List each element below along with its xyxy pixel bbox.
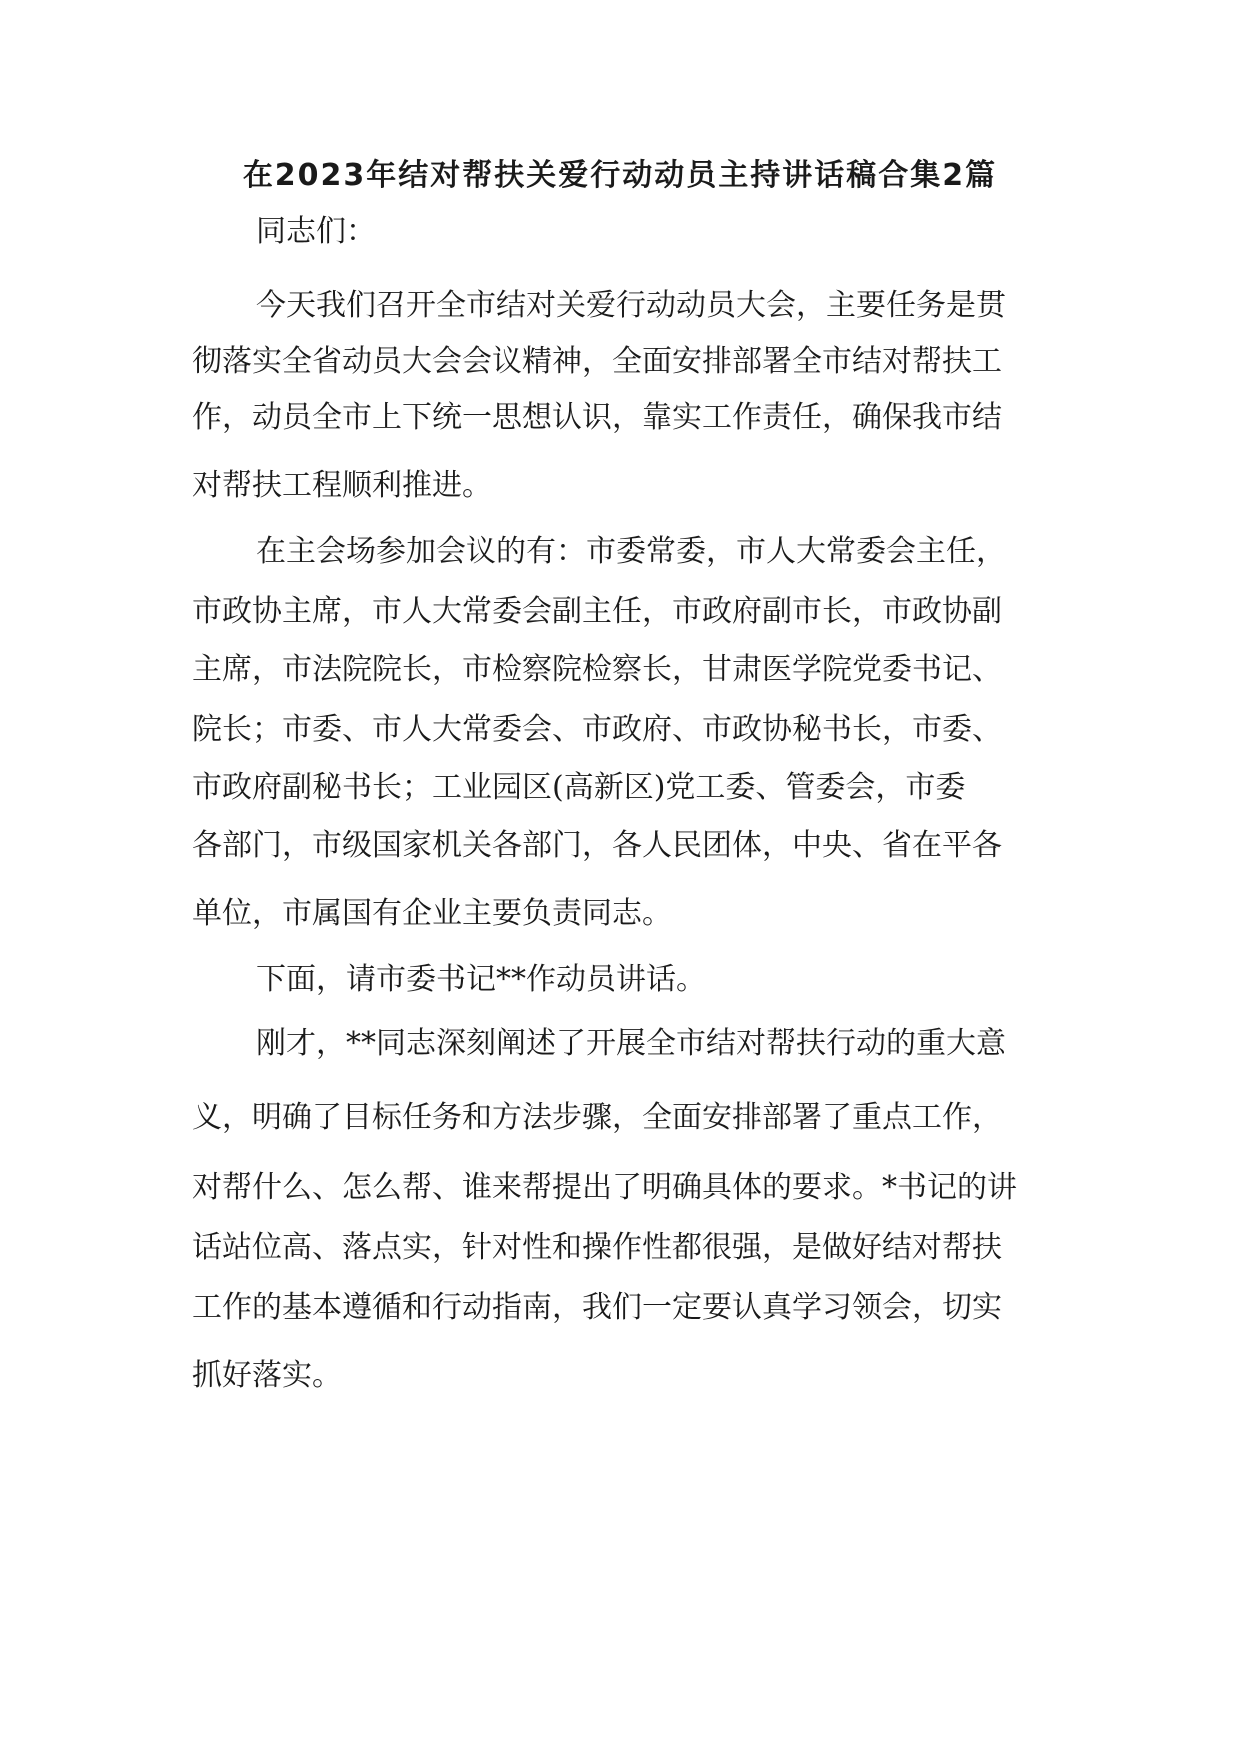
document-title: 在2023年结对帮扶关爱行动动员主持讲话稿合集2篇 bbox=[242, 158, 998, 193]
body-line: 各部门，市级国家机关各部门，各人民团体，中央、省在平各 bbox=[192, 828, 1002, 863]
body-line: 市政协主席，市人大常委会副主任，市政府副市长，市政协副 bbox=[192, 594, 1002, 629]
body-line: 对帮扶工程顺利推进。 bbox=[192, 468, 492, 503]
body-line: 主席，市法院院长，市检察院检察长，甘肃医学院党委书记、 bbox=[192, 652, 1002, 687]
body-line: 今天我们召开全市结对关爱行动动员大会，主要任务是贯 bbox=[256, 288, 1006, 323]
body-line: 市政府副秘书长；工业园区(高新区)党工委、管委会，市委 bbox=[192, 770, 966, 805]
body-line: 彻落实全省动员大会会议精神，全面安排部署全市结对帮扶工 bbox=[192, 344, 1002, 379]
body-line: 作，动员全市上下统一思想认识，靠实工作责任，确保我市结 bbox=[192, 400, 1002, 435]
body-line: 抓好落实。 bbox=[192, 1358, 342, 1393]
body-line: 同志们： bbox=[256, 214, 376, 249]
body-line: 院长；市委、市人大常委会、市政府、市政协秘书长，市委、 bbox=[192, 712, 1002, 747]
body-line: 单位，市属国有企业主要负责同志。 bbox=[192, 896, 672, 931]
body-line: 对帮什么、怎么帮、谁来帮提出了明确具体的要求。*书记的讲 bbox=[192, 1170, 1017, 1205]
body-line: 工作的基本遵循和行动指南，我们一定要认真学习领会，切实 bbox=[192, 1290, 1002, 1325]
body-line: 在主会场参加会议的有：市委常委，市人大常委会主任， bbox=[256, 534, 1006, 569]
body-line: 下面，请市委书记**作动员讲话。 bbox=[256, 962, 706, 997]
body-line: 刚才，**同志深刻阐述了开展全市结对帮扶行动的重大意 bbox=[256, 1026, 1006, 1061]
body-line: 义，明确了目标任务和方法步骤，全面安排部署了重点工作， bbox=[192, 1100, 1002, 1135]
body-line: 话站位高、落点实，针对性和操作性都很强，是做好结对帮扶 bbox=[192, 1230, 1002, 1265]
